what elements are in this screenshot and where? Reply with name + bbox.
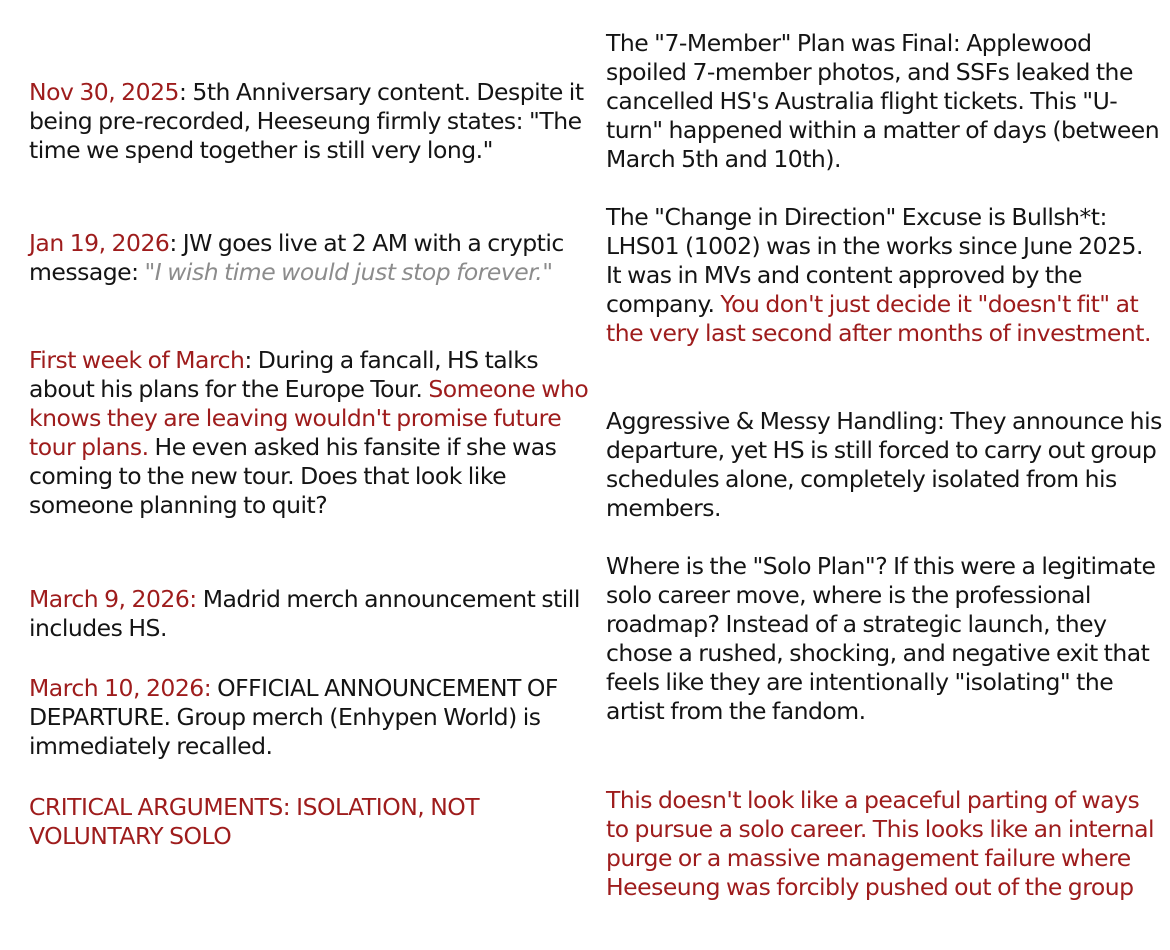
section-heading: CRITICAL ARGUMENTS: ISOLATION, NOT VOLUNTARY SOLO bbox=[29, 793, 480, 850]
entry-quote: "I wish time would just stop forever." bbox=[144, 258, 553, 286]
entry-text: : JW goes live at 2 AM with a cryptic message: bbox=[29, 229, 564, 286]
timeline-entry-nov-30 bbox=[29, 78, 601, 165]
entry-date: Jan 19, 2026 bbox=[29, 229, 170, 257]
argument-seven-member-plan: The "7-Member" Plan was Final: Applewood spoiled 7-member photos, and SSFs leaked the cancelled HS's Australia flight tickets. This "U-turn" happened within a matter of days (between March 5th and 10th). bbox=[606, 29, 1160, 173]
entry-text: : 5th Anniversary content. Despite it being pre-recorded, Heeseung firmly states: "The time we spend together is still very long." bbox=[29, 78, 584, 164]
entry-date: Nov 30, 2025 bbox=[29, 78, 179, 106]
entry-text: Madrid merch announcement still includes HS. bbox=[29, 585, 580, 642]
conclusion-text: This doesn't look like a peaceful parting of ways to pursue a solo career. This looks like an internal purge or a massive management failure where Heeseung was forcibly pushed out of the group bbox=[606, 786, 1155, 901]
argument-change-in-direction bbox=[606, 203, 1162, 348]
timeline-entry-jan-19 bbox=[29, 229, 601, 287]
timeline-entry-first-week-march bbox=[29, 346, 601, 520]
entry-text: OFFICIAL ANNOUNCEMENT OF DEPARTURE. Group merch (Enhypen World) is immediately recalled. bbox=[29, 674, 558, 760]
timeline-entry-march-10 bbox=[29, 674, 601, 761]
entry-date: First week of March bbox=[29, 346, 245, 374]
argument-highlight: You don't just decide it "doesn't fit" at the very last second after months of investment. bbox=[606, 290, 1151, 347]
entry-text-continued: He even asked his fansite if she was coming to the new tour. Does that look like someone planning to quit? bbox=[29, 433, 557, 519]
argument-solo-plan: Where is the "Solo Plan"? If this were a legitimate solo career move, where is the professional roadmap? Instead of a strategic launch, they chose a rushed, shocking, and negative exit that feels like they are intentionally "isolating" the artist from the fandom. bbox=[606, 552, 1156, 725]
argument-text: The "Change in Direction" Excuse is Bullsh*t: LHS01 (1002) was in the works since June 2025. It was in MVs and content approved by the company. bbox=[606, 203, 1143, 318]
argument-aggressive-handling: Aggressive & Messy Handling: They announce his departure, yet HS is still forced to carry out group schedules alone, completely isolated from his members. bbox=[606, 407, 1162, 522]
timeline-entry-march-9 bbox=[29, 585, 601, 643]
entry-date: March 10, 2026: bbox=[29, 674, 212, 702]
entry-highlight: Someone who knows they are leaving wouldn't promise future tour plans. bbox=[29, 375, 589, 461]
entry-text: : During a fancall, HS talks about his plans for the Europe Tour. bbox=[29, 346, 539, 403]
entry-date: March 9, 2026: bbox=[29, 585, 197, 613]
